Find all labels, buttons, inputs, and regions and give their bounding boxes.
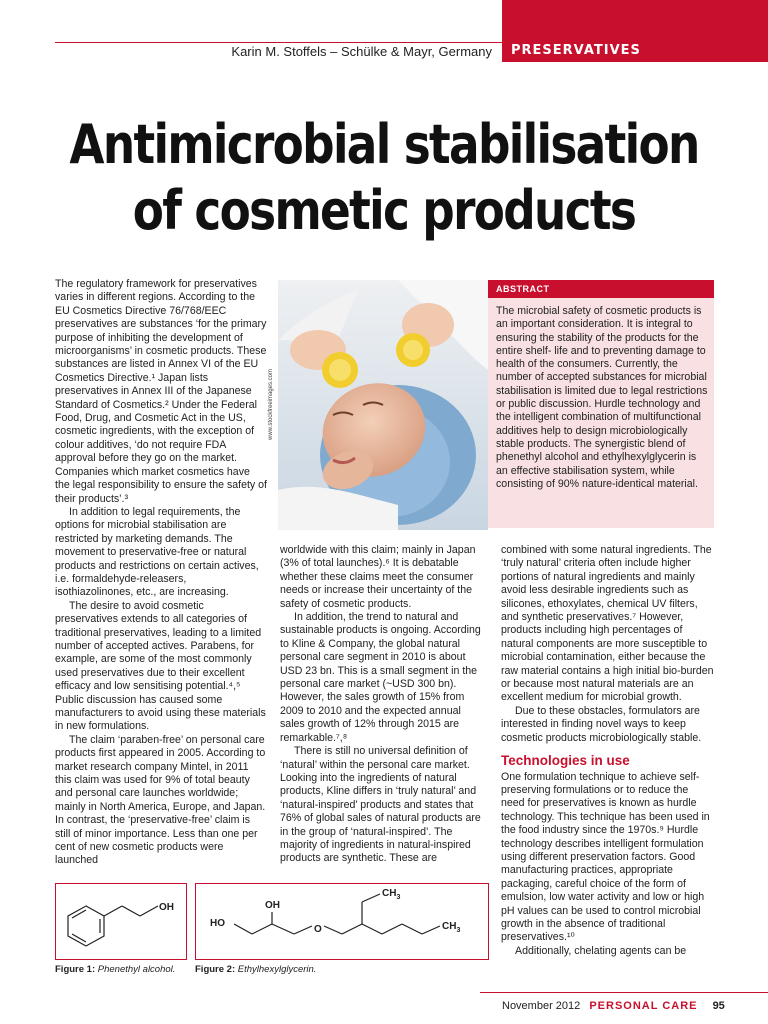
figure-1-caption [55,964,175,975]
abstract-heading: ABSTRACT [496,284,550,294]
column-3 [501,544,714,958]
author-line: Karin M. Stoffels – Schülke & Mayr, Germany [231,44,492,59]
caption-label: Figure 2: [195,964,236,975]
figure-1-box [55,883,187,960]
footer-rule [480,992,768,993]
phenethyl-alcohol-structure [56,884,186,959]
abstract-text: The microbial safety of cosmetic products is an important consideration. It is integral to ensuring the stability of the products for the entire shelf- life and to preventing damage to health of the consumers. Currently, the number of accepted substances for microbial stabilisation is limited due to legal restrictions or public discussion. Hurdle technology and the intelligent combination of multifunctional additives help to design microbiologically stable products. The synergistic blend of phenethyl alcohol and ethylhexylglycerin is an effective stabilisation system, while consisting of 90% nature-identical material. [496,305,708,490]
paragraph: There is still no universal definition of ‘natural’ within the personal care market. Looking into the ingredients of natural products, Kline differs in ‘truly natural’ and ‘natural-inspired’ products and states that 76% of global sales of natural products are in the group of ‘natural-inspired’. The majority of ingredients in natural-inspired products are synthetic. These are [280,745,481,865]
magazine-name: PERSONAL CARE [589,1000,698,1012]
abstract-box [488,298,714,528]
oh-label: OH [265,900,280,911]
abstract-heading-bar [488,280,714,298]
ch3-label: $CH_3$ [382,888,401,901]
paragraph: The regulatory framework for preservatives varies in different regions. According to the EU Cosmetics Directive 76/768/EEC preservatives are substances ‘for the primary purpose of inhibiting the development of microorganisms’ in cosmetic products. These substances are listed in Annex VI of the EU Cosmetics Directive.¹ Japan lists preservatives in Annex III of the Japanese Standard of Cosmetics.² Under the Federal Food, Drug, and Cosmetic Act in the US, cosmetic ingredients, with the exception of colour additives, ‘do not require FDA approval before they go on the market. Companies which market cosmetics have the legal responsibility to ensure the safety of their products’.³ [55,278,267,505]
paragraph: Additionally, chelating agents can be [515,944,687,957]
paragraph: In addition to legal requirements, the options for microbial stabilisation are restricted by marketing demands. The movement to preservative-free or natural products and restrictions on certain actives, i.e. formaldehyde-releasers, isothiazolinones, etc., are increasing. [55,505,259,599]
oh-label: OH [159,902,174,913]
caption-name: Ethylhexylglycerin. [237,964,317,975]
paragraph: Due to these obstacles, formulators are interested in finding novel ways to keep cosmetic products microbiologically stable. [501,704,702,744]
ch3-label: $CH_3$ [442,921,461,934]
header-rule [55,42,502,43]
title-line-1: Antimicrobial stabilisation [69,113,699,176]
section-label: PRESERVATIVES [511,43,641,58]
paragraph: One formulation technique to achieve self-preserving formulations or to reduce the need for preservatives is known as hurdle technology. This technique has been used in the food industry since the 1970s.⁹ Hurdle technology describes intelligent formulation using different preservation factors. Good manufacturing practices, appropriate packaging, careful choice of the form of emulsion, low water activity and low or high pH values can be used to control microbial growth in the absence of traditional preservatives.¹⁰ [501,770,710,944]
figure-2-caption [195,964,316,975]
page-number: 95 [712,1000,725,1012]
column-2 [280,544,488,866]
title-line-2: of cosmetic products [132,179,636,242]
photo-illustration [278,280,488,530]
paragraph: The claim ‘paraben-free’ on personal care products first appeared in 2005. According to market research company Mintel, in 2011 this claim was used for 9% of total beauty and personal care launches worldwide; mainly in North America, Europe, and Japan. In contrast, the ‘preservative-free’ claim is still of minor importance. Less than one per cent of new cosmetic products were launched [55,733,266,867]
figure-2-box [195,883,489,960]
ethylhexylglycerin-structure [196,884,488,959]
caption-name: Phenethyl alcohol. [97,964,176,975]
ether-o-label: O [314,924,322,935]
section-tag [502,0,768,62]
paragraph: combined with some natural ingredients. The ‘truly natural’ criteria often include higher portions of natural ingredients and mainly avoid less desirable ingredients such as silicones, ethoxylates, chemical UV filters, and synthetic preservatives.⁷ However, products including high percentages of natural components are more susceptible to microbial contamination, either because the raw material contains a high initial bio-burden or because most natural materials are an excellent medium for microbial growth. [501,544,714,704]
paragraph: worldwide with this claim; mainly in Japan (3% of total launches).⁶ It is debatable whether these claims meet the consumer needs or increase their uncertainty of the safety of cosmetic products. [280,544,476,610]
ho-label: HO [210,918,225,929]
article-title [61,112,706,244]
page-footer [502,1000,725,1012]
column-1 [55,278,267,868]
paragraph: The desire to avoid cosmetic preservatives extends to all categories of traditional preservatives, leading to a limited number of accepted actives. Parabens, for example, are some of the most commonly used preservatives due to their excellent efficacy and low sensitising potential.⁴,⁵ Public discussion has caused some manufacturers to avoid using these materials in new formulations. [55,599,266,733]
facial-treatment-photo [278,280,488,530]
photo-credit: www.stockfreeimages.com [268,368,274,440]
issue-date: November 2012 [502,1000,581,1012]
caption-label: Figure 1: [55,964,96,975]
section-heading: Technologies in use [501,753,630,769]
paragraph: In addition, the trend to natural and sustainable products is ongoing. According to Kline & Company, the global natural personal care segment in 2010 is about USD 23 bn. This is a small segment in the personal care market (~USD 300 bn). However, the sales growth of 15% from 2009 to 2010 and the expected annual sales growth of 12% through 2015 are remarkable.⁷,⁸ [280,611,481,744]
